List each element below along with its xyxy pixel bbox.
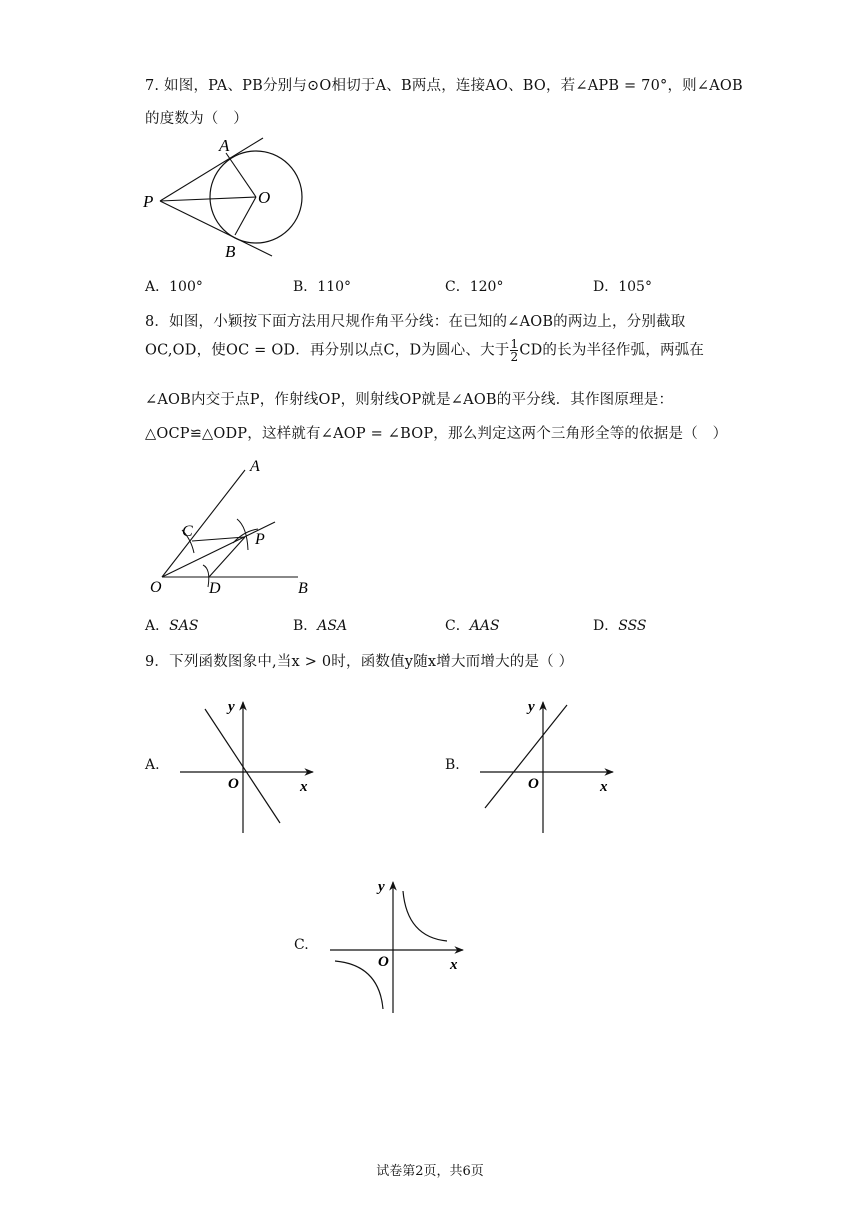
q8-frac-num: 1 bbox=[510, 337, 519, 351]
q7-tangent-pb bbox=[160, 201, 272, 256]
q8-stem-line2-after: CD的长为半径作弧，两弧在 bbox=[519, 342, 705, 359]
q8-stem-line3: ∠AOB内交于点P，作射线OP，则射线OP就是∠AOB的平分线．其作图原理是： bbox=[145, 392, 674, 408]
q8-label-o: O bbox=[150, 579, 162, 596]
q7-option-a[interactable]: A．100° bbox=[145, 279, 203, 295]
q8-frac-den: 2 bbox=[510, 350, 519, 364]
q8-fraction bbox=[510, 338, 518, 363]
q7-label-b: B bbox=[225, 242, 236, 261]
q8-label-p: P bbox=[255, 531, 265, 548]
q7-label-o: O bbox=[258, 188, 271, 207]
q7-segment-bo bbox=[235, 197, 256, 235]
q9c-y-label: y bbox=[378, 879, 385, 895]
q9b-x-label: x bbox=[600, 779, 608, 795]
q8-stem-line1: 8．如图，小颖按下面方法用尺规作角平分线：在已知的∠AOB的两边上，分别截取 bbox=[145, 314, 686, 330]
q9-option-c-label[interactable]: C. bbox=[294, 937, 309, 953]
page-footer: 试卷第2页，共6页 bbox=[376, 1164, 484, 1179]
q8-arc-d bbox=[203, 565, 209, 587]
q9c-origin-label: O bbox=[378, 954, 389, 970]
q9-graph-c[interactable] bbox=[325, 875, 475, 1020]
q7-segment-po bbox=[160, 197, 256, 201]
q7-option-b[interactable]: B．110° bbox=[293, 279, 352, 295]
q9b-origin-label: O bbox=[528, 776, 539, 792]
q8-label-c: C bbox=[182, 523, 193, 540]
q8-ray-oa bbox=[162, 470, 245, 577]
q8-stem-line2-before: OC,OD，使OC = OD．再分别以点C，D为圆心、大于 bbox=[145, 342, 510, 359]
q8-label-d: D bbox=[209, 580, 221, 597]
q9-graph-a[interactable] bbox=[175, 695, 325, 840]
q9b-increasing-line bbox=[485, 705, 567, 808]
q8-stem-line2 bbox=[145, 338, 704, 363]
q7-circle-tangent-figure bbox=[130, 130, 320, 265]
q8-option-b[interactable]: B．ASA bbox=[293, 618, 348, 634]
q9b-y-label: y bbox=[528, 699, 535, 715]
q9-stem: 9．下列函数图象中,当x > 0时，函数值y随x增大而增大的是（ ） bbox=[145, 654, 574, 670]
q9a-y-label: y bbox=[228, 699, 235, 715]
q8-segment-dp bbox=[209, 537, 245, 577]
q8-stem-line4: △OCP≌△ODP，这样就有∠AOP = ∠BOP，那么判定这两个三角形全等的依据是（ ） bbox=[145, 426, 728, 442]
q8-label-b: B bbox=[298, 580, 308, 597]
q9-option-a-label[interactable]: A. bbox=[145, 757, 160, 773]
q9a-origin-label: O bbox=[228, 776, 239, 792]
q7-label-a: A bbox=[219, 136, 230, 155]
q7-stem-line1: 7. 如图，PA、PB分别与⊙O相切于A、B两点，连接AO、BO，若∠APB = 70°，则∠AOB bbox=[145, 78, 743, 94]
q9c-hyperbola-branch-q3 bbox=[335, 961, 383, 1009]
q7-tangent-pa bbox=[160, 138, 263, 201]
q9c-hyperbola-branch-q1 bbox=[403, 891, 447, 941]
q7-segment-ao bbox=[226, 153, 256, 197]
q7-option-c[interactable]: C．120° bbox=[445, 279, 504, 295]
q8-angle-bisector-figure bbox=[145, 455, 325, 600]
q8-label-a: A bbox=[250, 458, 260, 475]
q9-option-b-label[interactable]: B. bbox=[445, 757, 460, 773]
q8-option-a[interactable]: A．SAS bbox=[145, 618, 199, 634]
q8-option-d[interactable]: D．SSS bbox=[593, 618, 647, 634]
q7-label-p: P bbox=[143, 192, 154, 211]
q8-option-c[interactable]: C．AAS bbox=[445, 618, 500, 634]
q9c-x-label: x bbox=[450, 957, 458, 973]
q9a-x-label: x bbox=[300, 779, 308, 795]
q7-option-d[interactable]: D．105° bbox=[593, 279, 652, 295]
q9-graph-b[interactable] bbox=[475, 695, 625, 840]
q7-stem-line2: 的度数为（ ） bbox=[145, 111, 248, 127]
